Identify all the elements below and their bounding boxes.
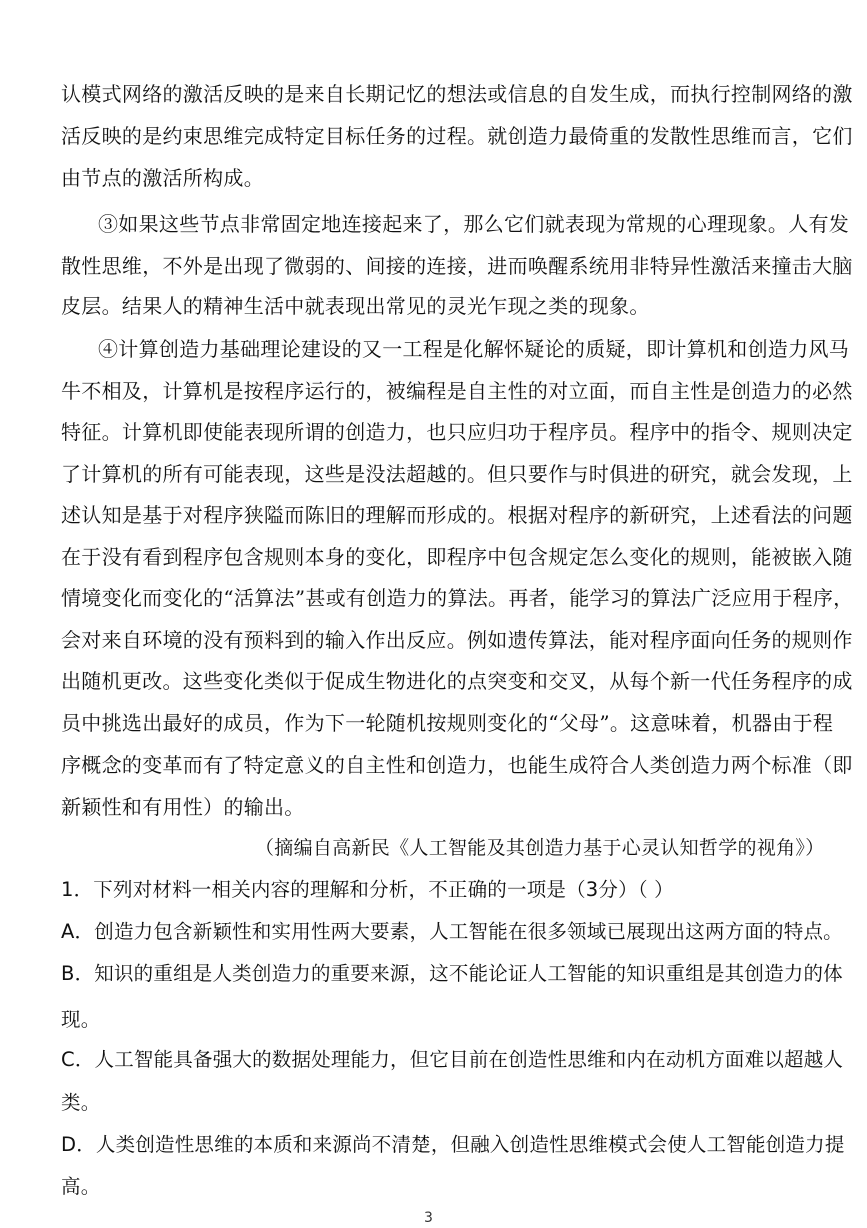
option-a: A．创造力包含新颖性和实用性两大要素，人工智能在很多领域已展现出这两方面的特点。: [61, 920, 843, 943]
paragraph-line: 牛不相及，计算机是按程序运行的，被编程是自主性的对立面，而自主性是创造力的必然: [61, 379, 853, 403]
paragraph-line: 认模式网络的激活反映的是来自长期记忆的想法或信息的自发生成，而执行控制网络的激: [61, 82, 853, 106]
paragraph-line: 散性思维，不外是出现了微弱的、间接的连接，进而唤醒系统用非特异性激活来撞击大脑: [61, 254, 853, 278]
paragraph-line: 新颖性和有用性）的输出。: [61, 795, 305, 819]
paragraph-line: ④计算创造力基础理论建设的又一工程是化解怀疑论的质疑，即计算机和创造力风马: [98, 337, 850, 361]
paragraph-line: 活反映的是约束思维完成特定目标任务的过程。就创造力最倚重的发散性思维而言，它们: [61, 124, 853, 148]
paragraph-line: 由节点的激活所构成。: [61, 166, 264, 190]
paragraph-line: 述认知是基于对程序狭隘而陈旧的理解而形成的。根据对程序的新研究，上述看法的问题: [61, 503, 853, 527]
paragraph-line: 特征。计算机即使能表现所谓的创造力，也只应归功于程序员。程序中的指令、规则决定: [61, 420, 853, 444]
paragraph-line: 了计算机的所有可能表现，这些是没法超越的。但只要作与时俱进的研究，就会发现，上: [61, 462, 853, 486]
page-number: 3: [424, 1210, 433, 1226]
option-d-line: 高。: [61, 1175, 101, 1198]
option-c-line: 类。: [61, 1091, 101, 1114]
paragraph-line: 员中挑选出最好的成员，作为下一轮随机按规则变化的“父母”。这意味着，机器由于程: [61, 711, 834, 735]
paragraph-line: 在于没有看到程序包含规则本身的变化，即程序中包含规定怎么变化的规则，能被嵌入随: [61, 545, 853, 569]
question-stem: 1．下列对材料一相关内容的理解和分析，不正确的一项是（3分）（ ）: [61, 878, 674, 901]
paragraph-line: 皮层。结果人的精神生活中就表现出常见的灵光乍现之类的现象。: [61, 294, 650, 318]
paragraph-line: ③如果这些节点非常固定地连接起来了，那么它们就表现为常规的心理现象。人有发: [98, 212, 850, 236]
option-c-line: C．人工智能具备强大的数据处理能力，但它目前在创造性思维和内在动机方面难以超越人: [61, 1048, 844, 1071]
paragraph-line: 出随机更改。这些变化类似于促成生物进化的点突变和交叉，从每个新一代任务程序的成: [61, 669, 853, 693]
paragraph-line: 情境变化而变化的“活算法”甚或有创造力的算法。再者，能学习的算法广泛应用于程序，: [61, 586, 854, 610]
paragraph-line: 会对来自环境的没有预料到的输入作出反应。例如遗传算法，能对程序面向任务的规则作: [61, 628, 853, 652]
option-b-line: B．知识的重组是人类创造力的重要来源，这不能论证人工智能的知识重组是其创造力的体: [61, 962, 843, 985]
paragraph-line: 序概念的变革而有了特定意义的自主性和创造力，也能生成符合人类创造力两个标准（即: [61, 753, 853, 777]
source-citation: （摘编自高新民《人工智能及其创造力基于心灵认知哲学的视角》）: [255, 837, 825, 859]
option-b-line: 现。: [61, 1008, 101, 1031]
option-d-line: D．人类创造性思维的本质和来源尚不清楚，但融入创造性思维模式会使人工智能创造力提: [61, 1133, 845, 1156]
